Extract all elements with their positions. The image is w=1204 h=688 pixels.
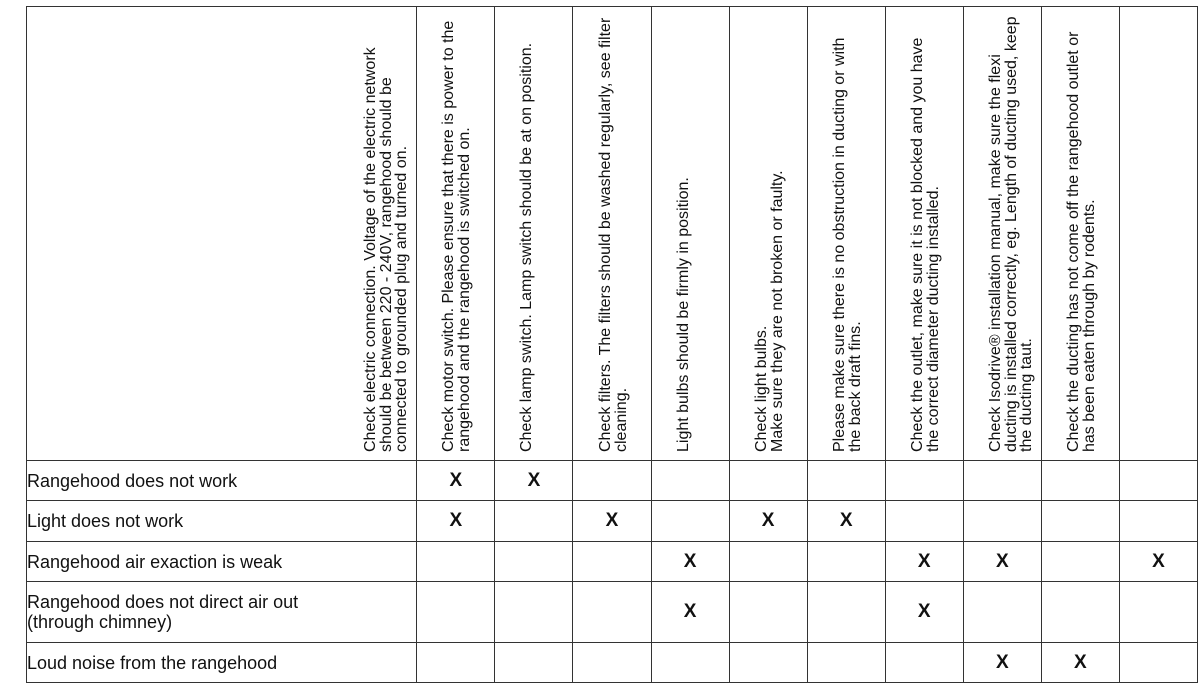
mark-cell (807, 582, 885, 643)
table-row (27, 582, 1198, 643)
corner-cell (27, 7, 417, 461)
mark-cell (651, 501, 729, 542)
mark-cell (729, 643, 807, 683)
mark-cell (1041, 582, 1119, 643)
mark-cell (729, 461, 807, 501)
mark-cell: X (495, 461, 573, 501)
mark-cell (885, 643, 963, 683)
mark-cell: X (651, 582, 729, 643)
mark-cell: X (1041, 643, 1119, 683)
mark-cell: X (729, 501, 807, 542)
mark-cell (573, 461, 651, 501)
check-header-text: Check electric connection. Voltage of the electric network should be between 220 - 240V, rangehood should be connected to grounded plug and turned on. (362, 47, 411, 452)
check-header-text: Light bulbs should be firmly in position. (674, 177, 692, 452)
mark-cell: X (417, 461, 495, 501)
problem-label: Rangehood air exaction is weak (27, 542, 417, 582)
table-row (27, 542, 1198, 582)
mark-cell (1119, 501, 1197, 542)
problem-label: Rangehood does not direct air out (through chimney) (27, 582, 417, 643)
mark-cell (807, 542, 885, 582)
mark-cell (1119, 643, 1197, 683)
mark-cell (729, 582, 807, 643)
check-header-text: Check light bulbs. Make sure they are not broken or faulty. (752, 170, 786, 452)
problem-label: Rangehood does not work (27, 461, 417, 501)
header-row (27, 7, 1198, 461)
table-body (27, 461, 1198, 683)
troubleshooting-table (26, 6, 1198, 683)
problem-label: Loud noise from the rangehood (27, 643, 417, 683)
mark-cell (651, 643, 729, 683)
mark-cell (573, 582, 651, 643)
mark-cell (807, 643, 885, 683)
mark-cell (1041, 461, 1119, 501)
check-header-text: Check Isodrive® installation manual, make sure the flexi ducting is installed correctly, eg. Length of ducting used, keep the ducting taut. (986, 16, 1035, 452)
check-header-text: Check the outlet, make sure it is not blocked and you have the correct diameter ducting installed. (908, 37, 942, 452)
mark-cell (495, 542, 573, 582)
mark-cell (495, 501, 573, 542)
mark-cell: X (417, 501, 495, 542)
table-row (27, 643, 1198, 683)
mark-cell (495, 582, 573, 643)
mark-cell (885, 461, 963, 501)
mark-cell (729, 542, 807, 582)
check-header-text: Please make sure there is no obstruction in ducting or with the back draft fins. (830, 37, 864, 452)
check-header-text: Check motor switch. Please ensure that there is power to the rangehood and the rangehood is switched on. (440, 20, 473, 452)
mark-cell (1119, 582, 1197, 643)
mark-cell: X (807, 501, 885, 542)
check-header-text: Check lamp switch. Lamp switch should be at on position. (518, 42, 536, 452)
mark-cell (1041, 542, 1119, 582)
mark-cell (1041, 501, 1119, 542)
mark-cell (573, 643, 651, 683)
mark-cell: X (1119, 542, 1197, 582)
problem-label: Light does not work (27, 501, 417, 542)
mark-cell: X (573, 501, 651, 542)
mark-cell (417, 643, 495, 683)
mark-cell (495, 643, 573, 683)
mark-cell (573, 542, 651, 582)
mark-cell: X (885, 542, 963, 582)
table-row (27, 501, 1198, 542)
check-header (1064, 7, 1197, 461)
mark-cell: X (885, 582, 963, 643)
mark-cell (417, 542, 495, 582)
mark-cell (1119, 461, 1197, 501)
mark-cell: X (963, 542, 1041, 582)
mark-cell (417, 582, 495, 643)
mark-cell (963, 461, 1041, 501)
mark-cell (651, 461, 729, 501)
mark-cell (885, 501, 963, 542)
table-row (27, 461, 1198, 501)
mark-cell (807, 461, 885, 501)
mark-cell: X (963, 643, 1041, 683)
check-header-text: Check filters. The filters should be washed regularly, see filter cleaning. (596, 17, 630, 452)
check-header-text: Check the ducting has not come off the rangehood outlet or has been eaten through by rodents. (1064, 31, 1098, 452)
mark-cell (963, 501, 1041, 542)
mark-cell (963, 582, 1041, 643)
mark-cell: X (651, 542, 729, 582)
